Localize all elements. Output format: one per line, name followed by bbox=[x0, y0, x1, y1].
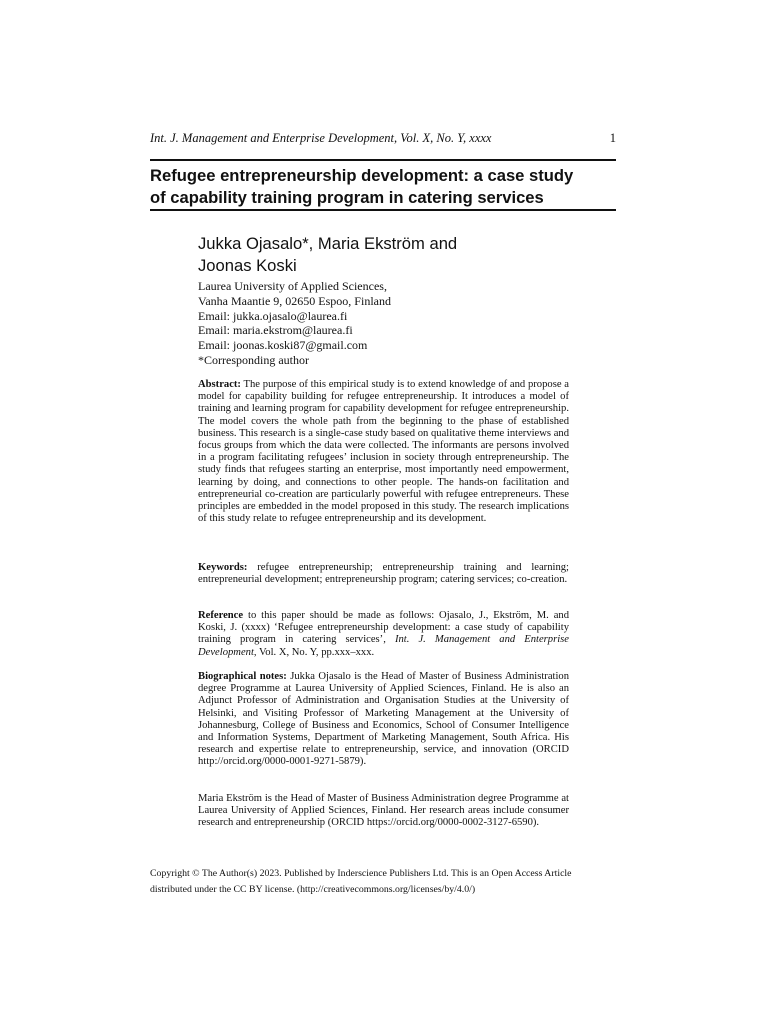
title-top-rule bbox=[150, 159, 616, 161]
authors-line-2: Joonas Koski bbox=[198, 256, 297, 275]
abstract bbox=[198, 379, 569, 525]
reference-label: Reference bbox=[198, 610, 244, 621]
abstract-label: Abstract: bbox=[198, 379, 241, 390]
journal-citation: Int. J. Management and Enterprise Development, Vol. X, No. Y, xxxx bbox=[150, 131, 492, 145]
keywords-text: refugee entrepreneurship; entrepreneurship training and learning; entrepreneurial development; entrepreneurship program; catering services; co-creation. bbox=[198, 562, 569, 586]
abstract-text: The purpose of this empirical study is to extend knowledge of and propose a model for capability building for refugee entrepreneurship. It introduces a model of training and learning program for capability development for refugee entrepreneurship. The model covers the whole path from the beginning to the phase of established business. This research is a single-case study based on qualitative theme interviews and focus groups from which the data were collected. The informants are persons involved in a program facilitating refugees’ inclusion in society through entrepreneurship. The study finds that refugees starting an enterprise, most importantly need empowerment, learning by doing, and connections to other people. The hands-on facilitation and entrepreneurial co-creation are particularly powerful with refugee entrepreneurs. These principles are embedded in the model proposed in this study. The research implications of this study relate to refugee entrepreneurship and its development. bbox=[198, 379, 569, 525]
address: Vanha Maantie 9, 02650 Espoo, Finland bbox=[198, 293, 391, 308]
bio-ojasalo: Jukka Ojasalo is the Head of Master of Business Administration degree Programme at Laurea University of Applied Sciences, Finland. He is also an Adjunct Professor of Administration and Organisation Studies at the University of Helsinki, and Visiting Professor of Marketing Management at the University of Johannesburg, College of Business and Economics, School of Consumer Intelligence and Information Systems, Department of Marketing Management, South Africa. His research and expertise relate to entrepreneurship, service, and innovation (ORCID http://orcid.org/0000-0001-9271-5879). bbox=[198, 671, 569, 768]
email-ojasalo: Email: jukka.ojasalo@laurea.fi bbox=[198, 308, 348, 323]
title-bottom-rule bbox=[150, 209, 616, 211]
corresponding-author-note: *Corresponding author bbox=[198, 352, 309, 367]
author-list bbox=[198, 233, 578, 277]
bio-label: Biographical notes: bbox=[198, 671, 287, 682]
reference-journal: Int. J. Management and Enterprise Development bbox=[198, 634, 569, 658]
copyright-notice bbox=[150, 866, 620, 898]
copyright-line-2: distributed under the CC BY license. (http://creativecommons.org/licenses/by/4.0/) bbox=[150, 884, 476, 895]
running-header bbox=[150, 130, 616, 148]
institution: Laurea University of Applied Sciences, bbox=[198, 279, 387, 293]
reference bbox=[198, 610, 569, 659]
email-koski: Email: joonas.koski87@gmail.com bbox=[198, 338, 368, 353]
title-line-1: Refugee entrepreneurship development: a case study bbox=[150, 166, 574, 185]
affiliation-block bbox=[198, 279, 578, 368]
keywords bbox=[198, 562, 569, 586]
biographical-notes bbox=[198, 671, 569, 769]
copyright-line-1: Copyright © The Author(s) 2023. Published by Inderscience Publishers Ltd. This is an Open Access Article bbox=[150, 868, 572, 879]
page-number: 1 bbox=[609, 131, 616, 145]
paper-title bbox=[150, 165, 620, 209]
authors-line-1: Jukka Ojasalo*, Maria Ekström and bbox=[198, 234, 458, 253]
email-ekstrom: Email: maria.ekstrom@laurea.fi bbox=[198, 323, 353, 338]
keywords-label: Keywords: bbox=[198, 562, 248, 573]
bio-ekstrom: Maria Ekström is the Head of Master of Business Administration degree Programme at Laurea University of Applied Sciences, Finland. Her research areas include consumer research and entrepreneurship (ORCID https://orcid.org/0000-0002-3127-6590). bbox=[198, 793, 569, 829]
reference-text: to this paper should be made as follows: Ojasalo, J., Ekström, M. and Koski, J. (xxxx) ‘Refugee entrepreneurship development: a case study of capability training program in catering services’, bbox=[198, 610, 569, 646]
reference-volume: , Vol. X, No. Y, pp.xxx–xxx. bbox=[253, 646, 375, 658]
title-line-2: of capability training program in catering services bbox=[150, 188, 544, 207]
